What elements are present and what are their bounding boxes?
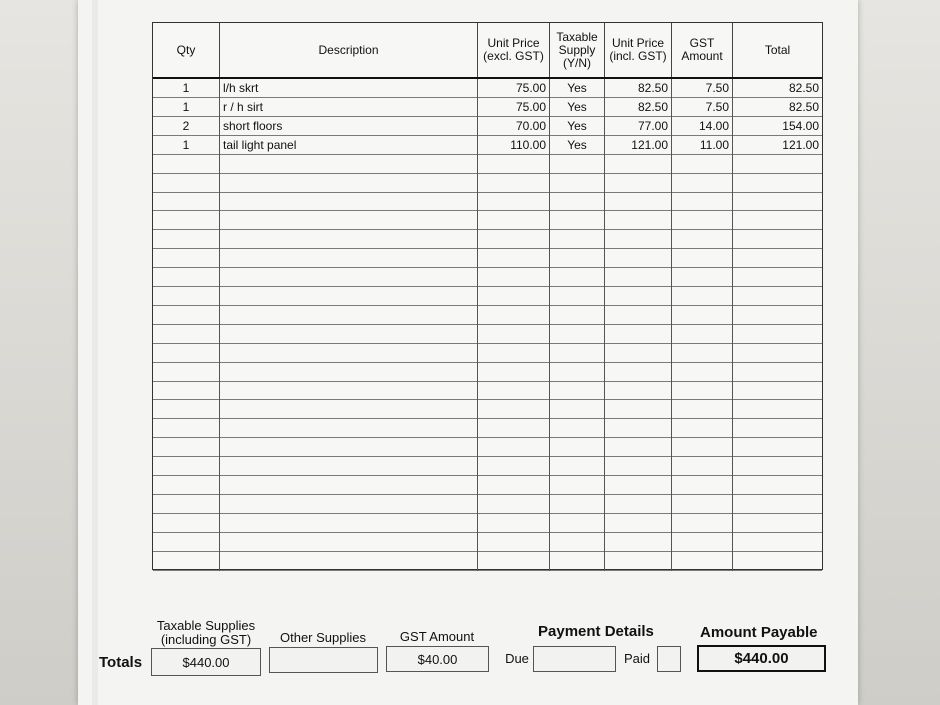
description-cell [220, 211, 478, 230]
taxable-cell [550, 174, 605, 193]
blank-table-row [153, 381, 822, 400]
blank-table-row [153, 268, 822, 287]
taxable-cell [550, 155, 605, 174]
table-row [153, 136, 822, 155]
blank-table-row [153, 363, 822, 382]
unit-price-incl-cell [605, 438, 672, 457]
total-cell [733, 344, 822, 363]
gst-cell [672, 325, 733, 344]
header-unit-price-incl: Unit Price (incl. GST) [605, 23, 672, 77]
blank-table-row [153, 514, 822, 533]
description-cell [220, 268, 478, 287]
taxable-cell [550, 268, 605, 287]
taxable-cell: Yes [550, 136, 605, 155]
description-cell [220, 230, 478, 249]
taxable-cell [550, 457, 605, 476]
unit-price-incl-cell: 82.50 [605, 98, 672, 117]
total-cell [733, 230, 822, 249]
blank-table-row [153, 249, 822, 268]
unit-price-incl-cell: 82.50 [605, 79, 672, 98]
blank-table-row [153, 400, 822, 419]
taxable-cell [550, 533, 605, 552]
total-cell [733, 155, 822, 174]
total-cell [733, 495, 822, 514]
qty-cell [153, 211, 220, 230]
qty-cell [153, 363, 220, 382]
qty-cell [153, 155, 220, 174]
description-cell: tail light panel [220, 136, 478, 155]
table-header [153, 23, 822, 79]
unit-price-excl-cell [478, 174, 550, 193]
unit-price-excl-cell [478, 230, 550, 249]
unit-price-incl-cell [605, 249, 672, 268]
gst-cell [672, 400, 733, 419]
taxable-cell [550, 495, 605, 514]
description-cell [220, 533, 478, 552]
unit-price-excl-cell: 75.00 [478, 79, 550, 98]
gst-cell [672, 495, 733, 514]
description-cell [220, 419, 478, 438]
qty-cell: 1 [153, 98, 220, 117]
taxable-cell [550, 381, 605, 400]
gst-cell [672, 514, 733, 533]
totals-label: Totals [99, 654, 143, 671]
blank-table-row [153, 419, 822, 438]
unit-price-excl-cell [478, 419, 550, 438]
total-cell: 121.00 [782, 137, 819, 152]
gst-cell: 7.50 [672, 79, 733, 98]
blank-table-row [153, 287, 822, 306]
taxable-cell [550, 249, 605, 268]
blank-table-row [153, 438, 822, 457]
description-cell [220, 400, 478, 419]
unit-price-excl-cell [478, 552, 550, 571]
description-cell [220, 174, 478, 193]
total-cell [733, 287, 822, 306]
gst-cell: 14.00 [672, 117, 733, 136]
description-cell [220, 325, 478, 344]
taxable-cell: Yes [550, 117, 605, 136]
description-cell [220, 552, 478, 571]
total-cell [733, 419, 822, 438]
blank-table-row [153, 230, 822, 249]
qty-cell [153, 476, 220, 495]
qty-cell: 2 [153, 117, 220, 136]
unit-price-excl-cell: 75.00 [478, 98, 550, 117]
unit-price-incl-cell [605, 533, 672, 552]
taxable-cell [550, 325, 605, 344]
header-qty: Qty [153, 23, 220, 77]
taxable-supplies-label [150, 619, 262, 647]
unit-price-incl-cell [605, 174, 672, 193]
description-cell [220, 344, 478, 363]
qty-cell [153, 344, 220, 363]
description-cell [220, 457, 478, 476]
unit-price-excl-cell: 110.00 [478, 136, 550, 155]
unit-price-excl-cell [478, 400, 550, 419]
taxable-cell: Yes [550, 79, 605, 98]
unit-price-incl-cell [605, 457, 672, 476]
total-cell [733, 476, 822, 495]
gst-cell [672, 381, 733, 400]
amount-payable-field[interactable]: $440.00 [697, 645, 826, 672]
qty-cell [153, 174, 220, 193]
unit-price-incl-cell: 77.00 [605, 117, 672, 136]
total-cell [733, 552, 822, 571]
unit-price-incl-cell [605, 211, 672, 230]
line-items-table [152, 22, 823, 570]
gst-cell [672, 552, 733, 571]
unit-price-incl-cell [605, 268, 672, 287]
gst-cell: 11.00 [672, 136, 733, 155]
taxable-cell [550, 476, 605, 495]
taxable-cell [550, 287, 605, 306]
header-taxable-supply: Taxable Supply (Y/N) [550, 23, 605, 77]
unit-price-incl-cell [605, 192, 672, 211]
gst-amount-label: GST Amount [399, 629, 475, 644]
unit-price-incl-cell [605, 287, 672, 306]
total-cell [733, 249, 822, 268]
total-cell [733, 325, 822, 344]
taxable-cell [550, 363, 605, 382]
unit-price-incl-cell [605, 514, 672, 533]
blank-table-row [153, 192, 822, 211]
unit-price-excl-cell [478, 381, 550, 400]
unit-price-incl-cell [605, 155, 672, 174]
unit-price-incl-cell [605, 552, 672, 571]
blank-table-row [153, 495, 822, 514]
unit-price-excl-cell [478, 287, 550, 306]
taxable-cell [550, 419, 605, 438]
unit-price-incl-cell [605, 230, 672, 249]
taxable-cell [550, 400, 605, 419]
unit-price-excl-cell [478, 268, 550, 287]
description-cell [220, 476, 478, 495]
header-total: Total [764, 42, 791, 57]
taxable-cell [550, 344, 605, 363]
qty-cell [153, 381, 220, 400]
unit-price-incl-cell [605, 306, 672, 325]
description-cell [220, 306, 478, 325]
unit-price-excl-cell [478, 155, 550, 174]
gst-cell [672, 344, 733, 363]
description-cell [220, 514, 478, 533]
blank-table-row [153, 552, 822, 571]
taxable-cell [550, 192, 605, 211]
qty-cell [153, 287, 220, 306]
unit-price-excl-cell [478, 363, 550, 382]
description-cell [220, 381, 478, 400]
qty-cell [153, 192, 220, 211]
total-cell [733, 174, 822, 193]
unit-price-incl-cell [605, 476, 672, 495]
qty-cell [153, 495, 220, 514]
unit-price-excl-cell [478, 249, 550, 268]
taxable-supplies-field[interactable]: $440.00 [151, 648, 261, 676]
qty-cell [153, 419, 220, 438]
blank-table-row [153, 325, 822, 344]
gst-cell [672, 268, 733, 287]
qty-cell [153, 400, 220, 419]
unit-price-excl-cell [478, 533, 550, 552]
total-cell [733, 306, 822, 325]
total-cell [733, 533, 822, 552]
unit-price-excl-cell [478, 344, 550, 363]
description-cell: l/h skrt [220, 79, 478, 98]
taxable-cell [550, 438, 605, 457]
taxable-cell [550, 306, 605, 325]
gst-cell [672, 211, 733, 230]
table-body [153, 79, 822, 569]
unit-price-excl-cell [478, 211, 550, 230]
blank-table-row [153, 211, 822, 230]
unit-price-excl-cell [478, 325, 550, 344]
description-cell [220, 438, 478, 457]
blank-table-row [153, 533, 822, 552]
description-cell [220, 287, 478, 306]
description-cell [220, 249, 478, 268]
taxable-cell [550, 211, 605, 230]
blank-table-row [153, 306, 822, 325]
unit-price-incl-cell [605, 344, 672, 363]
blank-table-row [153, 155, 822, 174]
gst-cell [672, 476, 733, 495]
blank-table-row [153, 344, 822, 363]
gst-cell [672, 155, 733, 174]
unit-price-excl-cell [478, 306, 550, 325]
total-cell: 82.50 [788, 81, 819, 95]
payment-details-title: Payment Details [538, 623, 654, 640]
unit-price-incl-cell [605, 363, 672, 382]
qty-cell [153, 268, 220, 287]
unit-price-incl-cell [605, 495, 672, 514]
gst-cell [672, 363, 733, 382]
gst-cell [672, 287, 733, 306]
qty-cell [153, 306, 220, 325]
amount-payable-title: Amount Payable [700, 624, 818, 641]
total-cell: 82.50 [788, 99, 819, 114]
total-cell [733, 438, 822, 457]
qty-cell [153, 438, 220, 457]
other-supplies-field[interactable] [269, 647, 378, 673]
qty-cell [153, 552, 220, 571]
total-cell [733, 400, 822, 419]
due-field[interactable] [533, 646, 616, 672]
gst-cell [672, 533, 733, 552]
header-description: Description [220, 23, 478, 77]
gst-cell [672, 249, 733, 268]
total-cell [733, 268, 822, 287]
gst-cell: 7.50 [672, 98, 733, 117]
unit-price-excl-cell [478, 457, 550, 476]
unit-price-incl-cell: 121.00 [605, 136, 672, 155]
qty-cell [153, 533, 220, 552]
sheet-shadow [92, 0, 98, 705]
unit-price-excl-cell [478, 514, 550, 533]
gst-cell [672, 192, 733, 211]
description-cell [220, 495, 478, 514]
gst-amount-field[interactable]: $40.00 [386, 646, 489, 672]
taxable-cell: Yes [550, 98, 605, 117]
unit-price-excl-cell [478, 192, 550, 211]
table-row [153, 117, 822, 136]
qty-cell [153, 325, 220, 344]
taxable-cell [550, 514, 605, 533]
unit-price-incl-cell [605, 400, 672, 419]
paid-label: Paid [623, 651, 651, 666]
taxable-cell [550, 230, 605, 249]
table-row [153, 98, 822, 117]
taxable-supplies-label-line1: Taxable Supplies [156, 618, 256, 633]
total-cell [733, 381, 822, 400]
paid-checkbox[interactable] [657, 646, 681, 672]
unit-price-excl-cell [478, 495, 550, 514]
gst-cell [672, 174, 733, 193]
unit-price-excl-cell [478, 476, 550, 495]
header-unit-price-excl: Unit Price (excl. GST) [478, 23, 550, 77]
qty-cell [153, 249, 220, 268]
blank-table-row [153, 174, 822, 193]
gst-cell [672, 438, 733, 457]
description-cell [220, 192, 478, 211]
gst-cell [672, 306, 733, 325]
taxable-cell [550, 552, 605, 571]
gst-cell [672, 230, 733, 249]
header-gst-amount: GST Amount [672, 23, 733, 77]
unit-price-incl-cell [605, 381, 672, 400]
total-cell [733, 514, 822, 533]
gst-cell [672, 457, 733, 476]
gst-cell [672, 419, 733, 438]
total-cell [733, 363, 822, 382]
total-cell [733, 192, 822, 211]
unit-price-excl-cell: 70.00 [478, 117, 550, 136]
description-cell [220, 363, 478, 382]
blank-table-row [153, 476, 822, 495]
total-cell [733, 457, 822, 476]
blank-table-row [153, 457, 822, 476]
description-cell: short floors [220, 117, 478, 136]
description-cell [220, 155, 478, 174]
unit-price-excl-cell [478, 438, 550, 457]
qty-cell [153, 230, 220, 249]
other-supplies-label: Other Supplies [280, 630, 366, 645]
unit-price-incl-cell [605, 325, 672, 344]
taxable-supplies-label-line2: (including GST) [160, 632, 252, 647]
unit-price-incl-cell [605, 419, 672, 438]
table-row [153, 79, 822, 98]
qty-cell: 1 [153, 79, 220, 98]
due-label: Due [505, 651, 529, 666]
total-cell: 154.00 [782, 118, 819, 133]
qty-cell [153, 457, 220, 476]
total-cell [733, 211, 822, 230]
qty-cell: 1 [153, 136, 220, 155]
description-cell: r / h sirt [220, 98, 478, 117]
qty-cell [153, 514, 220, 533]
